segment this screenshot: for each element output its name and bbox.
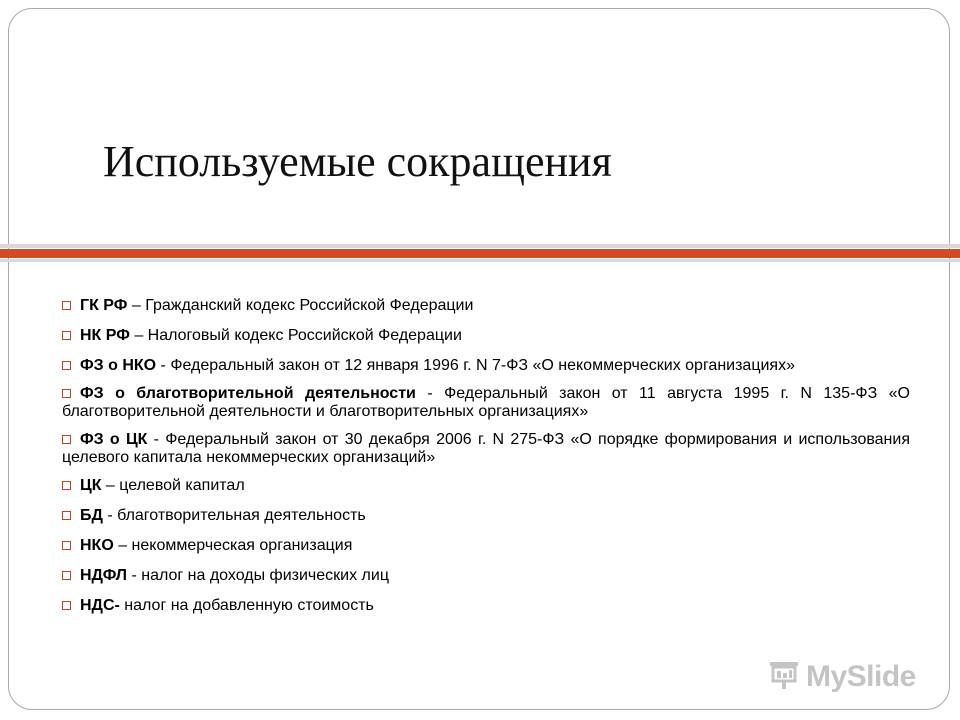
- list-item: [62, 385, 910, 421]
- list-item: [62, 507, 910, 525]
- divider-accent-bar: [0, 249, 960, 258]
- abbreviation-term: ФЗ о НКО: [80, 357, 157, 374]
- square-bullet-icon: [62, 601, 71, 610]
- list-item: [62, 477, 910, 495]
- square-bullet-icon: [62, 541, 71, 550]
- abbreviation-definition: – Налоговый кодекс Российской Федерации: [129, 327, 462, 344]
- square-bullet-icon: [62, 389, 71, 398]
- square-bullet-icon: [62, 435, 71, 444]
- square-bullet-icon: [62, 301, 71, 310]
- list-item: [62, 431, 910, 467]
- square-bullet-icon: [62, 481, 71, 490]
- abbreviation-list: [62, 297, 910, 627]
- square-bullet-icon: [62, 331, 71, 340]
- abbreviation-definition: налог на добавленную стоимость: [119, 597, 374, 614]
- abbreviation-term: ФЗ о ЦК: [80, 431, 148, 448]
- square-bullet-icon: [62, 511, 71, 520]
- square-bullet-icon: [62, 571, 71, 580]
- abbreviation-term: НДС-: [80, 597, 120, 614]
- list-item: [62, 327, 910, 345]
- abbreviation-term: ФЗ о благотворительной деятельности: [80, 385, 416, 402]
- abbreviation-definition: – целевой капитал: [101, 477, 245, 494]
- list-item: [62, 597, 910, 615]
- abbreviation-definition: - благотворительная деятельность: [102, 507, 366, 524]
- slide-title: Используемые сокращения: [103, 137, 612, 186]
- square-bullet-icon: [62, 361, 71, 370]
- presentation-board-icon: [768, 660, 800, 690]
- list-item: [62, 537, 910, 555]
- list-item: [62, 297, 910, 315]
- divider-top-line: [0, 244, 960, 248]
- abbreviation-term: БД: [80, 507, 103, 524]
- abbreviation-definition: – некоммерческая организация: [113, 537, 353, 554]
- watermark-text: MySlide: [806, 660, 916, 693]
- divider-bottom-line: [0, 259, 960, 262]
- list-item: [62, 357, 910, 375]
- abbreviation-term: ЦК: [80, 477, 102, 494]
- abbreviation-term: НДФЛ: [80, 567, 128, 584]
- abbreviation-term: НКО: [80, 537, 114, 554]
- abbreviation-definition: - налог на доходы физических лиц: [127, 567, 389, 584]
- list-item: [62, 567, 910, 585]
- abbreviation-term: НК РФ: [80, 327, 130, 344]
- abbreviation-definition: - Федеральный закон от 30 декабря 2006 г. N 275-ФЗ «О порядке формирования и использования целевого капитала некоммерческих организаций»: [62, 431, 910, 466]
- watermark-logo: [768, 658, 928, 694]
- abbreviation-definition: - Федеральный закон от 12 января 1996 г. N 7-ФЗ «О некоммерческих организациях»: [156, 357, 795, 374]
- abbreviation-definition: - Федеральный закон от 11 августа 1995 г. N 135-ФЗ «О благотворительной деятельности и благотворительных организациях»: [62, 385, 911, 420]
- abbreviation-definition: – Гражданский кодекс Российской Федерации: [127, 297, 474, 314]
- abbreviation-term: ГК РФ: [80, 297, 128, 314]
